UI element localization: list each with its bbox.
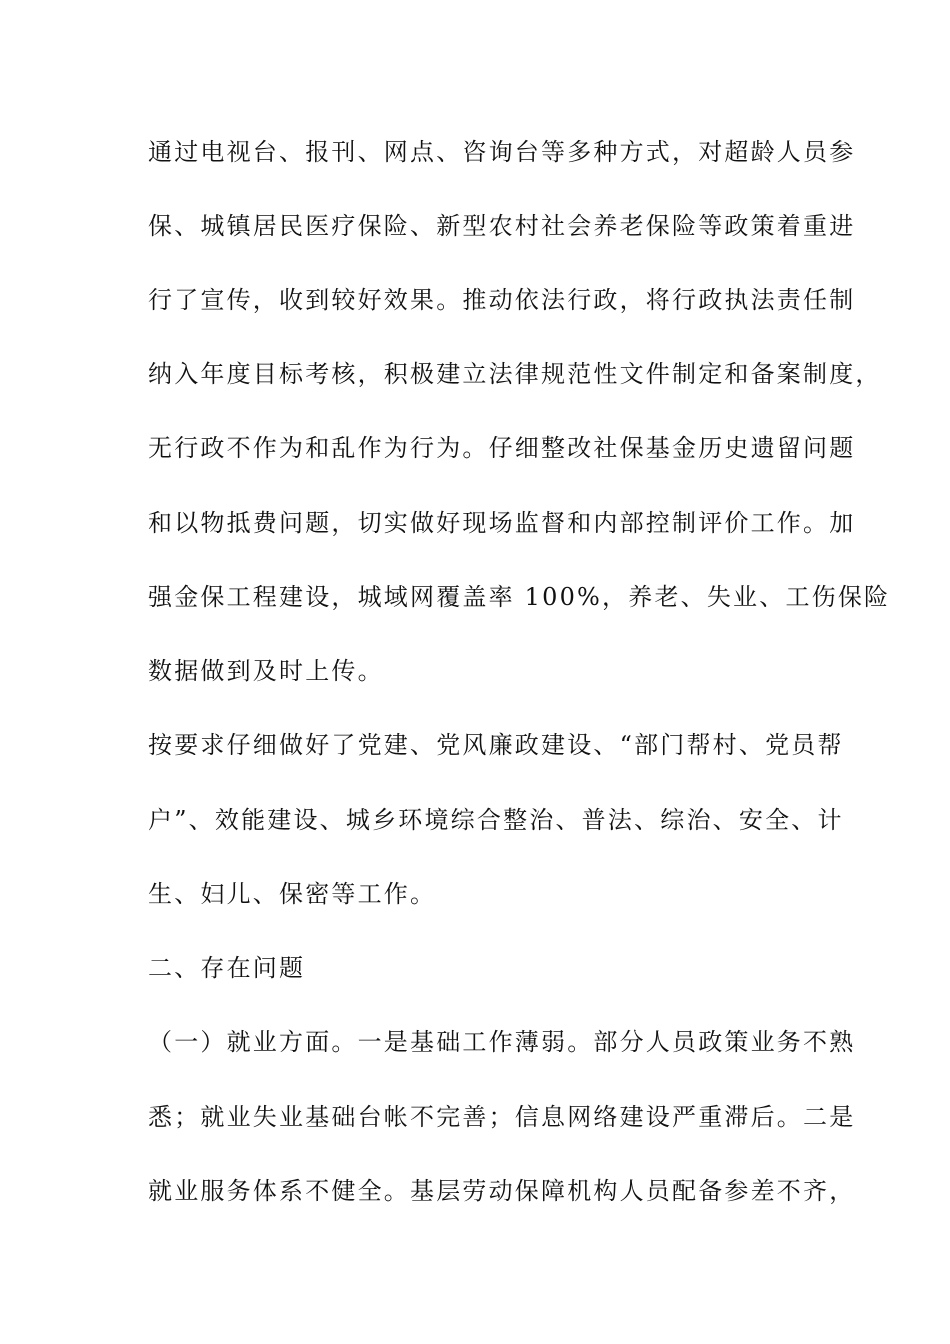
text-line: 通过电视台、报刊、网点、咨询台等多种方式，对超龄人员参 [148,138,856,166]
section-heading: 二、存在问题 [148,954,306,982]
text-line: 数据做到及时上传。 [148,657,384,685]
text-line: 纳入年度目标考核，积极建立法律规范性文件制定和备案制度， [148,360,882,388]
text-line: 悉；就业失业基础台帐不完善；信息网络建设严重滞后。二是 [148,1103,856,1131]
text-line: 按要求仔细做好了党建、党风廉政建设、“部门帮村、党员帮 [148,731,844,759]
text-line: 保、城镇居民医疗保险、新型农村社会养老保险等政策着重进 [148,212,856,240]
text-line: 无行政不作为和乱作为行为。仔细整改社保基金历史遗留问题 [148,434,856,462]
text-line: 户”、效能建设、城乡环境综合整治、普法、综治、安全、计 [148,806,844,834]
text-line: 生、妇儿、保密等工作。 [148,880,437,908]
text-line: 就业服务体系不健全。基层劳动保障机构人员配备参差不齐， [148,1177,856,1205]
text-line: 和以物抵费问题，切实做好现场监督和内部控制评价工作。加 [148,509,856,537]
text-line: （一）就业方面。一是基础工作薄弱。部分人员政策业务不熟 [148,1028,856,1056]
text-line: 强金保工程建设，城域网覆盖率 100%，养老、失业、工伤保险 [148,583,891,611]
text-line: 行了宣传，收到较好效果。推动依法行政，将行政执法责任制 [148,286,856,314]
